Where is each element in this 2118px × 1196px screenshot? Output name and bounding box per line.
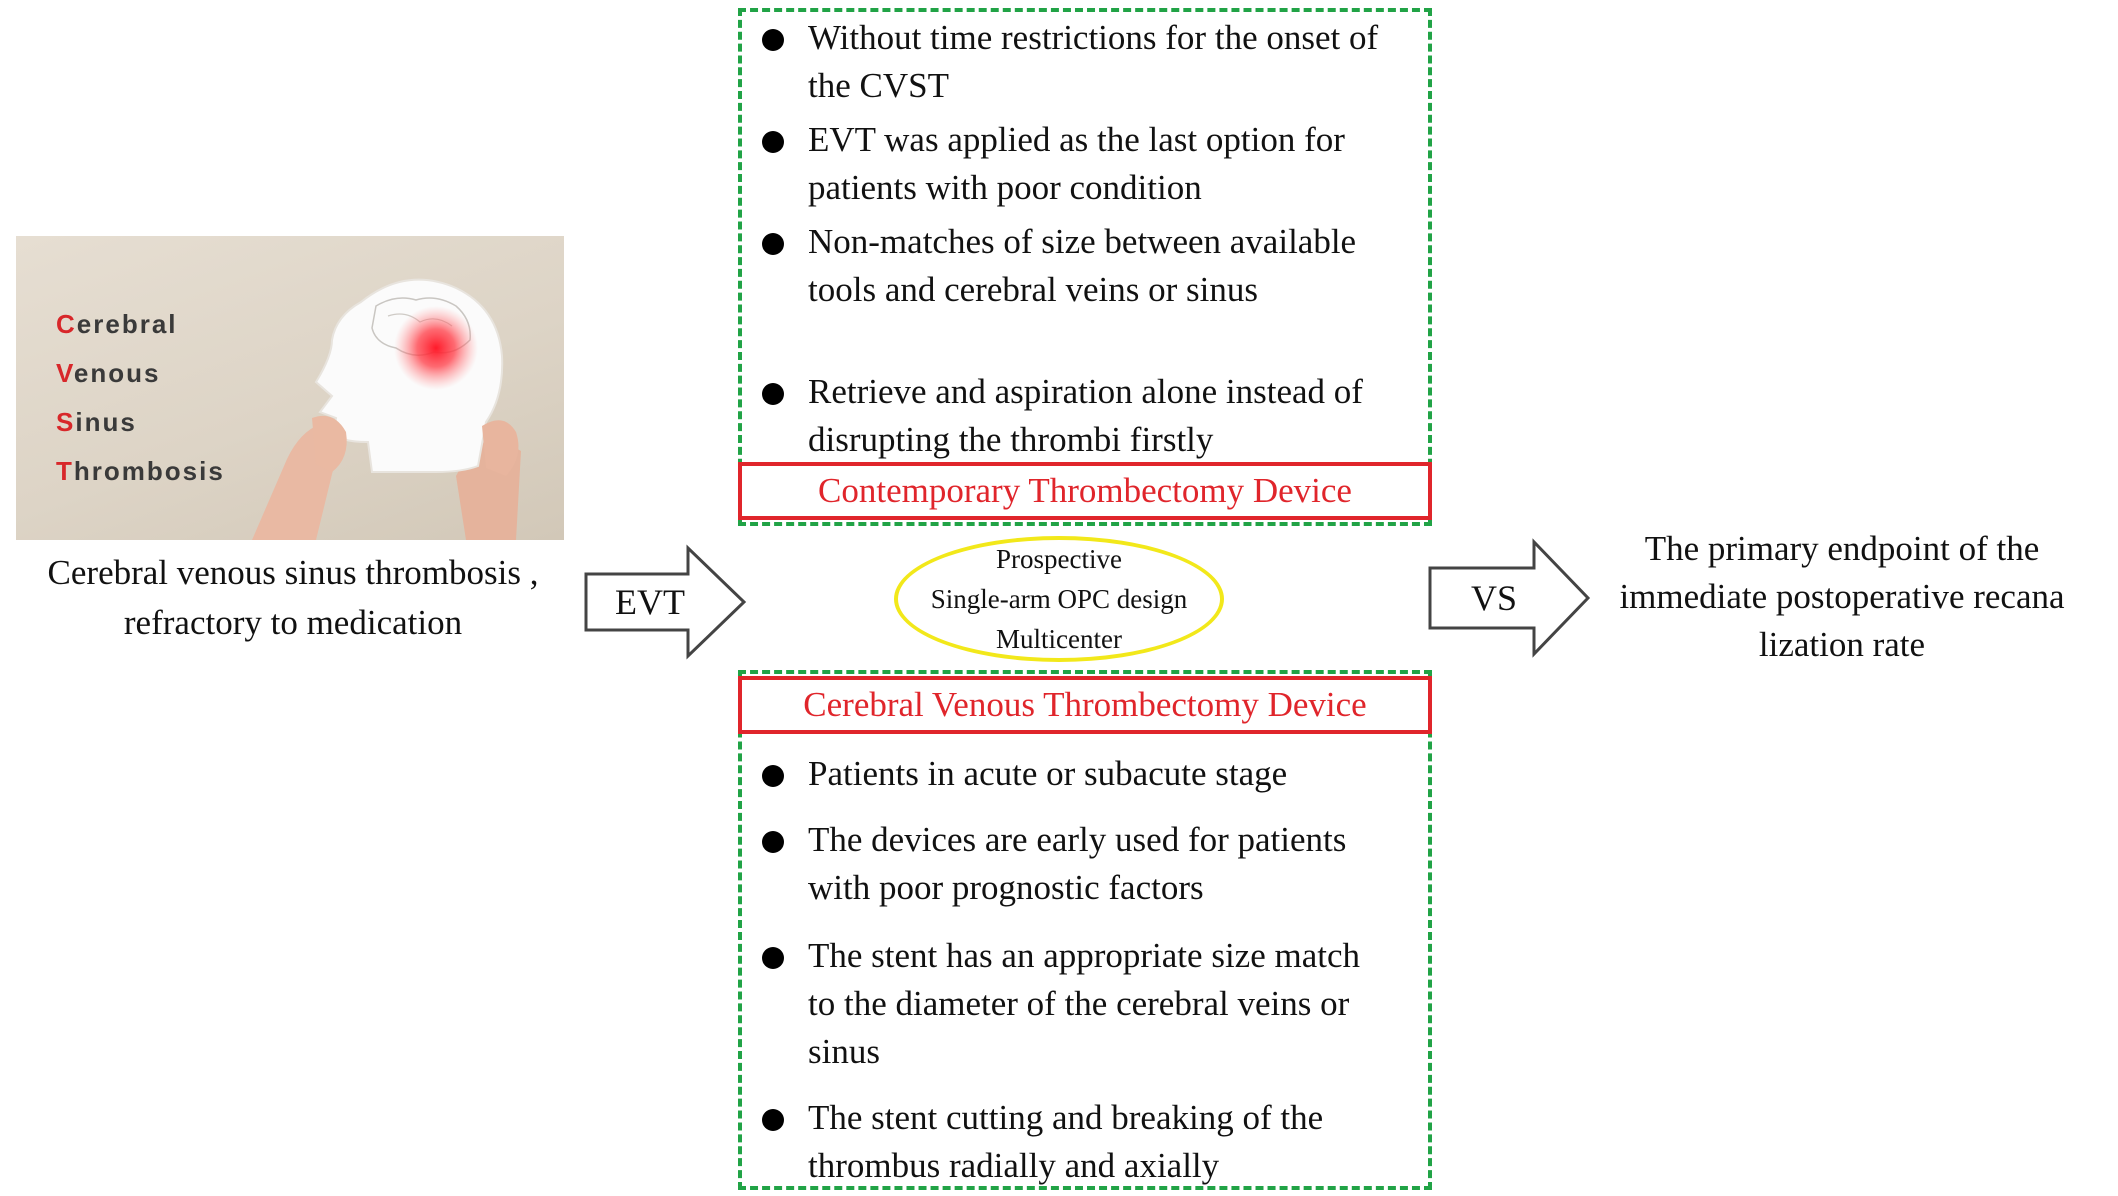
acronym-venous: Venous [56,358,161,388]
bullet-dot-icon [762,131,784,153]
endpoint-line1: The primary endpoint of the [1644,529,2040,568]
endpoint-line2: immediate postoperative recana [1619,577,2065,616]
bullet-dot-icon [762,765,784,787]
design-multicenter: Multicenter [996,624,1122,654]
design-single-arm: Single-arm OPC design [930,584,1188,614]
contemporary-criteria-box [738,8,1432,526]
bullet-dot-icon [762,947,784,969]
cvst-photo [16,236,564,540]
venous-bullet-4: The stent cutting and breaking of the thrombus radially and axially [742,1094,1382,1190]
venous-device-title: Cerebral Venous Thrombectomy Device [738,676,1432,734]
endpoint-line3: lization rate [1758,625,1926,664]
acronym-sinus: Sinus [56,407,137,437]
left-caption [0,548,586,648]
primary-endpoint-caption [1566,525,2118,669]
acronym-cerebral: Cerebral [56,309,178,339]
bullet-dot-icon [762,1109,784,1131]
vs-arrow-label: VS [1470,578,1518,618]
bullet-dot-icon [762,383,784,405]
bullet-dot-icon [762,831,784,853]
acronym-thrombosis: Thrombosis [56,456,225,486]
contemporary-bullet-4: Retrieve and aspiration alone instead of disrupting the thrombi firstly [742,368,1382,464]
contemporary-bullet-1: Without time restrictions for the onset of the CVST [742,14,1382,110]
study-design-ellipse [894,536,1224,662]
venous-criteria-box [738,670,1432,1190]
evt-arrow-label: EVT [615,582,685,622]
cvst-acronym [56,300,225,496]
contemporary-bullet-3: Non-matches of size between available tools and cerebral veins or sinus [742,218,1382,314]
left-caption-line2: refractory to medication [123,603,463,642]
venous-bullet-3: The stent has an appropriate size match to the diameter of the cerebral veins or sinus [742,932,1382,1076]
contemporary-device-title: Contemporary Thrombectomy Device [738,462,1432,520]
contemporary-bullet-2: EVT was applied as the last option for patients with poor condition [742,116,1382,212]
left-caption-line1: Cerebral venous sinus thrombosis , [47,553,539,592]
venous-bullet-2: The devices are early used for patients with poor prognostic factors [742,816,1382,912]
design-prospective: Prospective [996,544,1122,574]
venous-bullet-1: Patients in acute or subacute stage [742,750,1382,798]
bullet-dot-icon [762,233,784,255]
bullet-dot-icon [762,29,784,51]
